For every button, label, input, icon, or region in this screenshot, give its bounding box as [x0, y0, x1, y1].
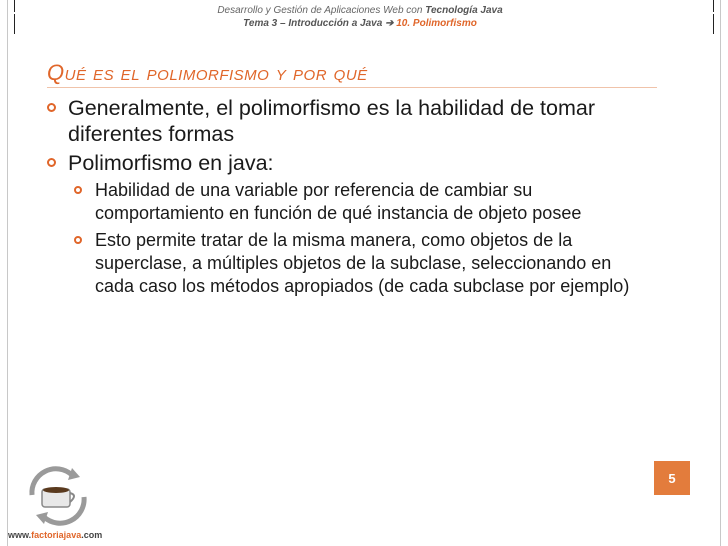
slide-title: Qué es el polimorfismo y por qué [47, 60, 368, 85]
left-edge-line-top [14, 0, 15, 12]
logo-tld: .com [81, 530, 103, 540]
bullet-text: Generalmente, el polimorfismo es la habilidad de tomar diferentes formas [68, 96, 596, 146]
bullet-circle-icon [47, 103, 56, 112]
right-edge-line-mid [713, 14, 714, 34]
left-edge-line-mid [14, 14, 15, 34]
header-line1-bold: Tecnología Java [425, 5, 503, 16]
logo-url [8, 530, 102, 540]
bullet-item-2 [47, 150, 647, 176]
bullet-circle-icon [74, 236, 82, 244]
logo-brand: factoriajava [31, 530, 82, 540]
page-number: 5 [668, 470, 676, 486]
header-line2-prefix: Tema 3 – Introducción a Java [243, 18, 383, 29]
header-line1-prefix: Desarrollo y Gestión de Aplicaciones Web con [217, 5, 426, 16]
bullet-circle-icon [47, 158, 56, 167]
coffee-cup-icon [22, 465, 94, 527]
header-line2-highlight: 10. Polimorfismo [396, 18, 477, 29]
logo-www: www. [8, 530, 32, 540]
sub-bullet-item-2 [74, 229, 655, 298]
left-frame-line [7, 0, 8, 546]
sub-bullet-text: Esto permite tratar de la misma manera, como objetos de la superclase, a múltiples objetos de la subclase, seleccionando en cada caso los métodos apropiados (de cada subclase por ejemplo) [95, 230, 630, 296]
bullet-text: Polimorfismo en java: [68, 151, 274, 175]
page-number-badge [654, 461, 690, 495]
right-frame-line [720, 0, 721, 546]
sub-bullet-text: Habilidad de una variable por referencia de cambiar su comportamiento en función de qué instancia de objeto posee [95, 180, 582, 223]
bullet-circle-icon [74, 186, 82, 194]
factoriajava-logo [22, 465, 94, 527]
slide-header [150, 4, 570, 30]
sub-bullet-item-1 [74, 179, 655, 225]
bullet-item-1 [47, 95, 647, 147]
title-divider [47, 87, 657, 88]
bullet-list [47, 95, 647, 302]
right-edge-line-top [713, 0, 714, 12]
arrow-icon: ➔ [385, 18, 394, 29]
